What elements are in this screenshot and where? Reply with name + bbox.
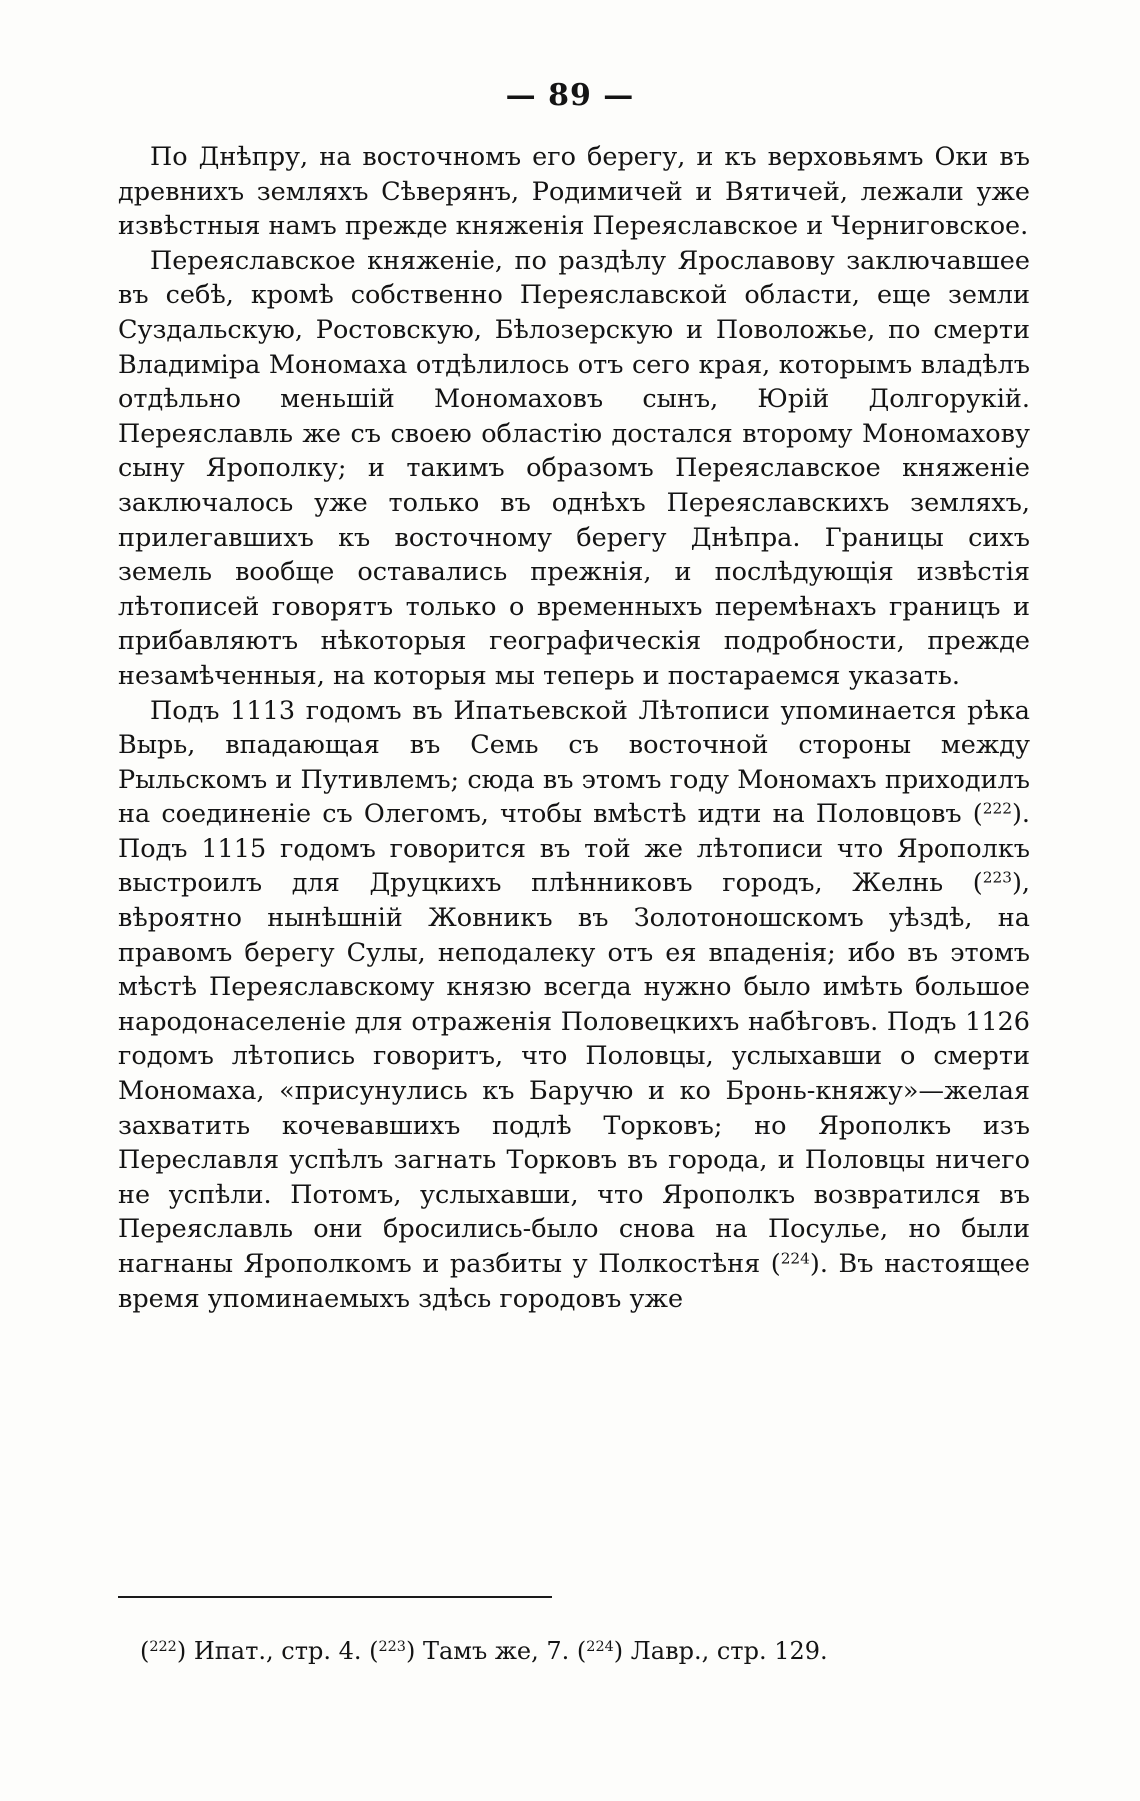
footnote-ref-223: 223 (982, 869, 1012, 888)
footnote-224-text: Лавр., стр. 129. (623, 1637, 828, 1665)
paragraph-3-part-3: ), вѣроятно нынѣшній Жовникъ въ Золотоношскомъ уѣздѣ, на правомъ берегу Сулы, неподалеку отъ ея впаденія; ибо въ этомъ мѣстѣ Переяславскому князю всегда нужно было имѣть большое народонаселеніе для отраженія Половецкихъ набѣговъ. Подъ 1126 годомъ лѣтопись говоритъ, что Половцы, услыхавши о смерти Мономаха, «присунулись къ Баручю и ко Бронь-княжу»—желая захватить кочевавшихъ подлѣ Торковъ; но Ярополкъ изъ Переславля успѣлъ загнать Торковъ въ города, и Половцы ничего не успѣли. Потомъ, услыхавши, что Ярополкъ возвратился въ Переяславль они бросились-было снова на Посулье, но были нагнаны Ярополкомъ и разбиты у Полкостѣня ( (118, 868, 1030, 1279)
footnote-mark-222: 222 (149, 1639, 177, 1656)
footnote-222-text: Ипат., стр. 4. (186, 1637, 370, 1665)
paragraph-2: Переяславское княженіе, по раздѣлу Ярославову заключавшее въ себѣ, кромѣ собственно Переяславской области, еще земли Суздальскую, Ростовскую, Бѣлозерскую и Поволожье, по смерти Владиміра Мономаха отдѣлилось отъ сего края, которымъ владѣлъ отдѣльно меньшій Мономаховъ сынъ, Юрій Долгорукій. Переяславль же съ своею областію достался второму Мономахову сыну Ярополку; и такимъ образомъ Переяславское княженіе заключалось уже только въ однѣхъ Переяславскихъ земляхъ, прилегавшихъ къ восточному берегу Днѣпра. Границы сихъ земель вообще оставались прежнія, и послѣдующія извѣстія лѣтописей говорятъ только о временныхъ перемѣнахъ границъ и прибавляютъ нѣкоторыя географическія подробности, прежде незамѣченныя, на которыя мы теперь и постараемся указать. (118, 245, 1030, 691)
paragraph-3 (118, 694, 1030, 1317)
body-text (118, 140, 1030, 1316)
footnote-ref-222: 222 (982, 799, 1012, 818)
page-number: — 89 — (505, 78, 635, 113)
footnote-223-text: Тамъ же, 7. (415, 1637, 577, 1665)
footnote-ref-224: 224 (780, 1249, 810, 1268)
paragraph-3-part-1: Подъ 1113 годомъ въ Ипатьевской Лѣтописи упоминается рѣка Вырь, впадающая въ Семь съ восточной стороны между Рыльскомъ и Путивлемъ; сюда въ этомъ году Мономахъ приходилъ на соединеніе съ Олегомъ, чтобы вмѣстѣ идти на Половцовъ ( (118, 695, 1030, 830)
footnote-mark-223: 223 (378, 1639, 406, 1656)
paragraph-1: По Днѣпру, на восточномъ его берегу, и къ верховьямъ Оки въ древнихъ земляхъ Сѣверянъ, Родимичей и Вятичей, лежали уже извѣстныя намъ прежде княженія Переяславское и Черниговское. (118, 142, 1030, 242)
paragraph-3-part-2: ). Подъ 1115 годомъ говорится въ той же лѣтописи что Ярополкъ выстроилъ для Друцкихъ плѣнниковъ городъ, Желнь ( (118, 799, 1030, 899)
paragraph-3-part-4: ). Въ настоящее время упоминаемыхъ здѣсь городовъ уже (118, 1249, 1030, 1314)
footnotes: ($^{222}$) Ипат., стр. 4. ($^{223}$) Тамъ же, 7. ($^{224}$) Лавр., стр. 129. (140, 1637, 828, 1665)
footnote-mark-224: 224 (586, 1639, 614, 1656)
footnote-separator (118, 1596, 552, 1598)
